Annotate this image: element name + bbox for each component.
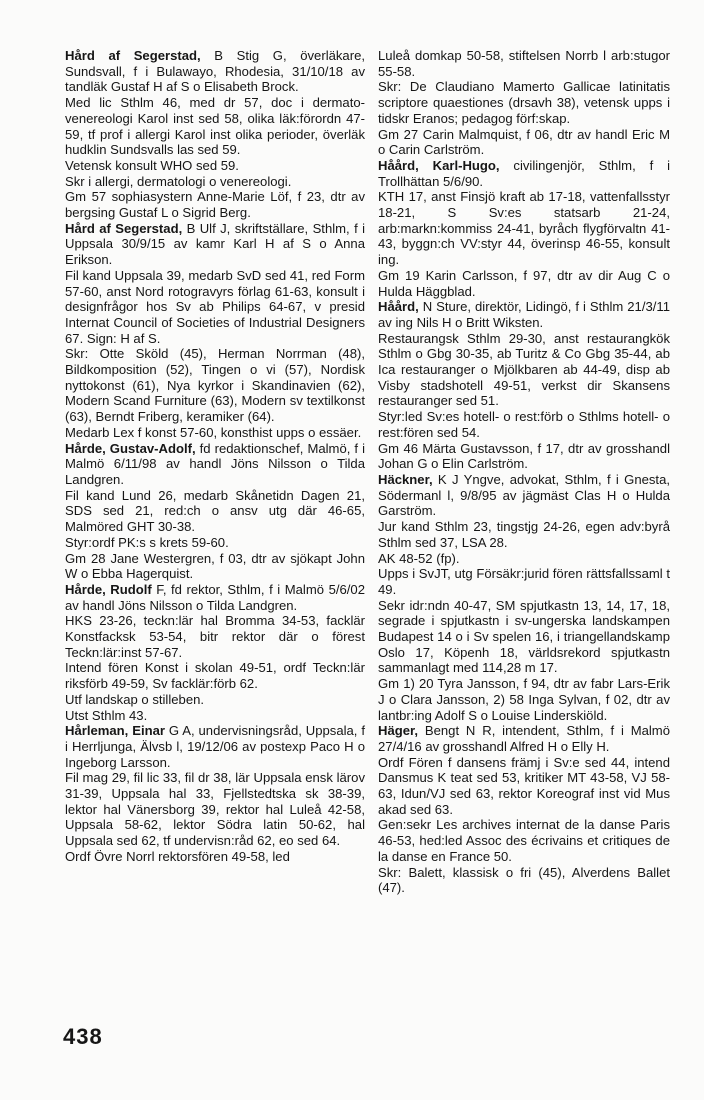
paragraph — [378, 189, 670, 268]
entry-head: Håård, Karl-Hugo, — [378, 157, 500, 173]
paragraph — [378, 441, 670, 472]
entry-head: Hård af Segerstad, — [65, 48, 201, 63]
paragraph-text: F, fd rektor, Sthlm, f i Malmö 5/6/02 av handl Jöns Nilsson o Tilda Landgren. — [65, 581, 365, 613]
paragraph — [378, 127, 670, 158]
paragraph-text: K J Yngve, advokat, Sthlm, f i Gnesta, Södermanl l, 9/8/95 av jägmäst Clas H o Hulda Garström. — [378, 471, 670, 519]
entry-head: Hårde, Gustav-Adolf, — [65, 440, 196, 456]
paragraph — [378, 268, 670, 299]
paragraph — [65, 708, 365, 724]
paragraph — [65, 488, 365, 535]
paragraph — [65, 660, 365, 691]
page-number: 438 — [63, 1024, 103, 1049]
paragraph-text: Ordf Fören f dansens främj i Sv:e sed 44, intend Dansmus K teat sed 53, kritiker MT 43-58, VJ 58-63, Idun/VJ sed 63, rektor Koreograf inst vid Mus akad sed 63. — [378, 754, 670, 817]
entry-head: Häckner, — [378, 471, 433, 487]
left-column — [65, 48, 365, 865]
paragraph-text: Jur kand Sthlm 23, tingstjg 24-26, egen adv:byrå Sthlm sed 37, LSA 28. — [378, 519, 670, 550]
paragraph-text: Skr: De Claudiano Mamerto Gallicae latinitatis scriptore quaestiones (drsavh 38), vetensk upps i tidskr Eranos; pedagog förf:skap. — [378, 79, 670, 126]
paragraph-text: Luleå domkap 50-58, stiftelsen Norrb l arb:stugor 55-58. — [378, 48, 670, 79]
paragraph — [378, 158, 670, 189]
paragraph-text: B Stig G, överläkare, Sundsvall, f i Bulawayo, Rhodesia, 31/10/18 av tandläk Gustaf H af S o Elisabeth Brock. — [65, 48, 365, 95]
paragraph-text: AK 48-52 (fp). — [378, 550, 460, 566]
paragraph — [65, 551, 365, 582]
paragraph — [65, 174, 365, 190]
paragraph-text: B Ulf J, skriftställare, Sthlm, f i Uppsala 30/9/15 av kamr Karl H af S o Anna Erikson. — [65, 220, 366, 268]
paragraph — [378, 472, 670, 519]
paragraph — [378, 817, 670, 864]
paragraph-text: Fil kand Lund 26, medarb Skånetidn Dagen 21, SDS sed 21, red:ch o ansv utg där 46-65, Malmöred GHT 30-38. — [65, 487, 365, 535]
paragraph-text: Intend fören Konst i skolan 49-51, ordf Teckn:lär riksförb 49-59, Sv facklär:förb 62. — [65, 660, 365, 692]
paragraph-text: Gen:sekr Les archives internat de la danse Paris 46-53, hed:led Assoc des écrivains et critiques de la danse en France 50. — [378, 817, 670, 864]
paragraph-text: Skr: Otte Sköld (45), Herman Norrman (48), Bildkomposition (52), Tingen o vi (57), Nordisk nyttokonst (61), Nya kyrkor i Skandinavien (62), Modern Scand Furniture (63), Modern sv textilkonst (63), Berndt Friberg, keramiker (64). — [65, 346, 365, 425]
paragraph — [65, 692, 365, 708]
paragraph — [378, 566, 670, 597]
paragraph — [378, 299, 670, 330]
paragraph — [65, 346, 365, 425]
paragraph — [378, 598, 670, 677]
paragraph — [65, 441, 365, 488]
paragraph-text: KTH 17, anst Finsjö kraft ab 17-18, vattenfallsstyr 18-21, S Sv:es statsarb 21-24, arb:markn:kommiss 24-41, byråch flygförvaltn 41-43, byggn:ch VV:styr 44, överinsp 46-55, konsult ing. — [378, 189, 670, 268]
right-column — [378, 48, 670, 896]
paragraph — [378, 676, 670, 723]
paragraph — [378, 723, 670, 754]
paragraph — [65, 770, 365, 849]
paragraph — [65, 158, 365, 174]
paragraph — [65, 613, 365, 660]
paragraph-text: fd redaktionschef, Malmö, f i Malmö 6/11/98 av handl Jöns Nilsson o Tilda Landgren. — [65, 440, 365, 487]
paragraph — [378, 48, 670, 79]
paragraph-text: civilingenjör, Sthlm, f i Trollhättan 5/6/90. — [378, 157, 671, 189]
paragraph-text: Skr: Balett, klassisk o fri (45), Alverdens Ballet (47). — [378, 864, 670, 896]
paragraph-text: Fil mag 29, fil lic 33, fil dr 38, lär Uppsala ensk lärov 31-39, Uppsala hal 33, Fjellstedtska sk 38-39, lektor hal Vänersborg 39, rektor hal Luleå 42-58, Uppsala 58-62, lektor Södra latin 50-62, hal Uppsala sed 62, tf undervisn:råd 62, eo sed 64. — [65, 770, 365, 849]
paragraph-text: Restaurangsk Sthlm 29-30, anst restaurangkök Sthlm o Gbg 30-35, ab Turitz & Co Gbg 35-44, ab Ica restauranger o Mjölkbaren ab 44-49, disp ab Visby stadshotell 49-51, verkst dir Skansens restauranger sed 51. — [378, 330, 670, 409]
entry-head: Hård af Segerstad, — [65, 220, 183, 236]
paragraph-text: Bengt N R, intendent, Sthlm, f i Malmö 27/4/16 av grosshandl Alfred H o Elly H. — [378, 723, 670, 754]
entry-head: Hårde, Rudolf — [65, 581, 152, 597]
paragraph-text: Vetensk konsult WHO sed 59. — [65, 157, 239, 173]
paragraph-text: Ordf Övre Norrl rektorsfören 49-58, led — [65, 848, 290, 864]
paragraph-text: HKS 23-26, teckn:lär hal Bromma 34-53, facklär Konstfacksk 53-54, bitr rektor där o förest Teckn:lär:inst 57-67. — [65, 613, 365, 660]
paragraph-text: Sekr idr:ndn 40-47, SM spjutkastn 13, 14, 17, 18, segrade i spjutkastn i sv-ungerska landskampen Budapest 14 o i Sv spelen 16, i triangellandskamp Oslo 17, Köpenh 18, världsrekord spjutkastn sammanlagt med 114,28 m 17. — [378, 597, 670, 676]
paragraph — [378, 79, 670, 126]
paragraph-text: Med lic Sthlm 46, med dr 57, doc i dermato-venereologi Karol inst sed 58, olika läk:förordn 47-59, tf prof i allergi Karol inst olika perioder, överläk hudklin Sundsvalls las sed 59. — [65, 95, 365, 158]
paragraph-text: Gm 27 Carin Malmquist, f 06, dtr av handl Eric M o Carin Carlström. — [378, 126, 670, 158]
paragraph-text: Gm 1) 20 Tyra Jansson, f 94, dtr av fabr Lars-Erik J o Clara Jansson, 2) 58 Inga Sylvan, f 02, dtr av lantbr:ing Adolf S o Louise Linderskiöld. — [378, 676, 670, 723]
entry-head: Hårleman, Einar — [65, 723, 165, 739]
paragraph — [65, 535, 365, 551]
paragraph-text: Utst Sthlm 43. — [65, 707, 148, 723]
paragraph — [378, 519, 670, 550]
paragraph-text: Styr:led Sv:es hotell- o rest:förb o Sthlms hotell- o rest:fören sed 54. — [378, 409, 670, 440]
paragraph — [378, 409, 670, 440]
paragraph-text: Gm 57 sophiasystern Anne-Marie Löf, f 23, dtr av bergsing Gustaf L o Sigrid Berg. — [65, 189, 365, 221]
entry-head: Häger, — [378, 723, 419, 739]
paragraph — [378, 755, 670, 818]
paragraph-text: N Sture, direktör, Lidingö, f i Sthlm 21/3/11 av ing Nils H o Britt Wiksten. — [378, 299, 670, 330]
paragraph-text: Upps i SvJT, utg Försäkr:jurid fören rättsfallssaml t 49. — [378, 566, 670, 597]
paragraph-text: Gm 46 Märta Gustavsson, f 17, dtr av grosshandl Johan G o Elin Carlström. — [378, 440, 670, 472]
entry-head: Håård, — [378, 299, 419, 315]
paragraph-text: Styr:ordf PK:s s krets 59-60. — [65, 534, 229, 550]
paragraph — [65, 189, 365, 220]
paragraph — [378, 551, 670, 567]
paragraph-text: Skr i allergi, dermatologi o venereologi. — [65, 173, 292, 189]
paragraph — [378, 331, 670, 410]
paragraph — [65, 95, 365, 158]
paragraph — [65, 849, 365, 865]
paragraph — [378, 865, 670, 896]
paragraph — [65, 582, 365, 613]
paragraph-text: Fil kand Uppsala 39, medarb SvD sed 41, red Form 57-60, anst Nord rotogravyrs förlag 61-63, konsult i designfrågor hos Sv ab Philips 64-67, v presid Internat Council of Societies of Industrial Designers 67. Sign: H af S. — [65, 267, 365, 346]
paragraph-text: Gm 19 Karin Carlsson, f 97, dtr av dir Aug C o Hulda Häggblad. — [378, 267, 670, 299]
paragraph — [65, 221, 365, 268]
paragraph-text: Gm 28 Jane Westergren, f 03, dtr av sjökapt John W o Ebba Hagerquist. — [65, 550, 365, 582]
paragraph — [65, 723, 365, 770]
paragraph-text: Medarb Lex f konst 57-60, konsthist upps o essäer. — [65, 424, 362, 440]
paragraph — [65, 268, 365, 347]
paragraph-text: G A, undervisningsråd, Uppsala, f i Herrljunga, Älvsb l, 19/12/06 av postexp Paco H o Ingeborg Larsson. — [65, 723, 365, 770]
paragraph-text: Utf landskap o stilleben. — [65, 691, 205, 707]
paragraph — [65, 425, 365, 441]
paragraph — [65, 48, 365, 95]
